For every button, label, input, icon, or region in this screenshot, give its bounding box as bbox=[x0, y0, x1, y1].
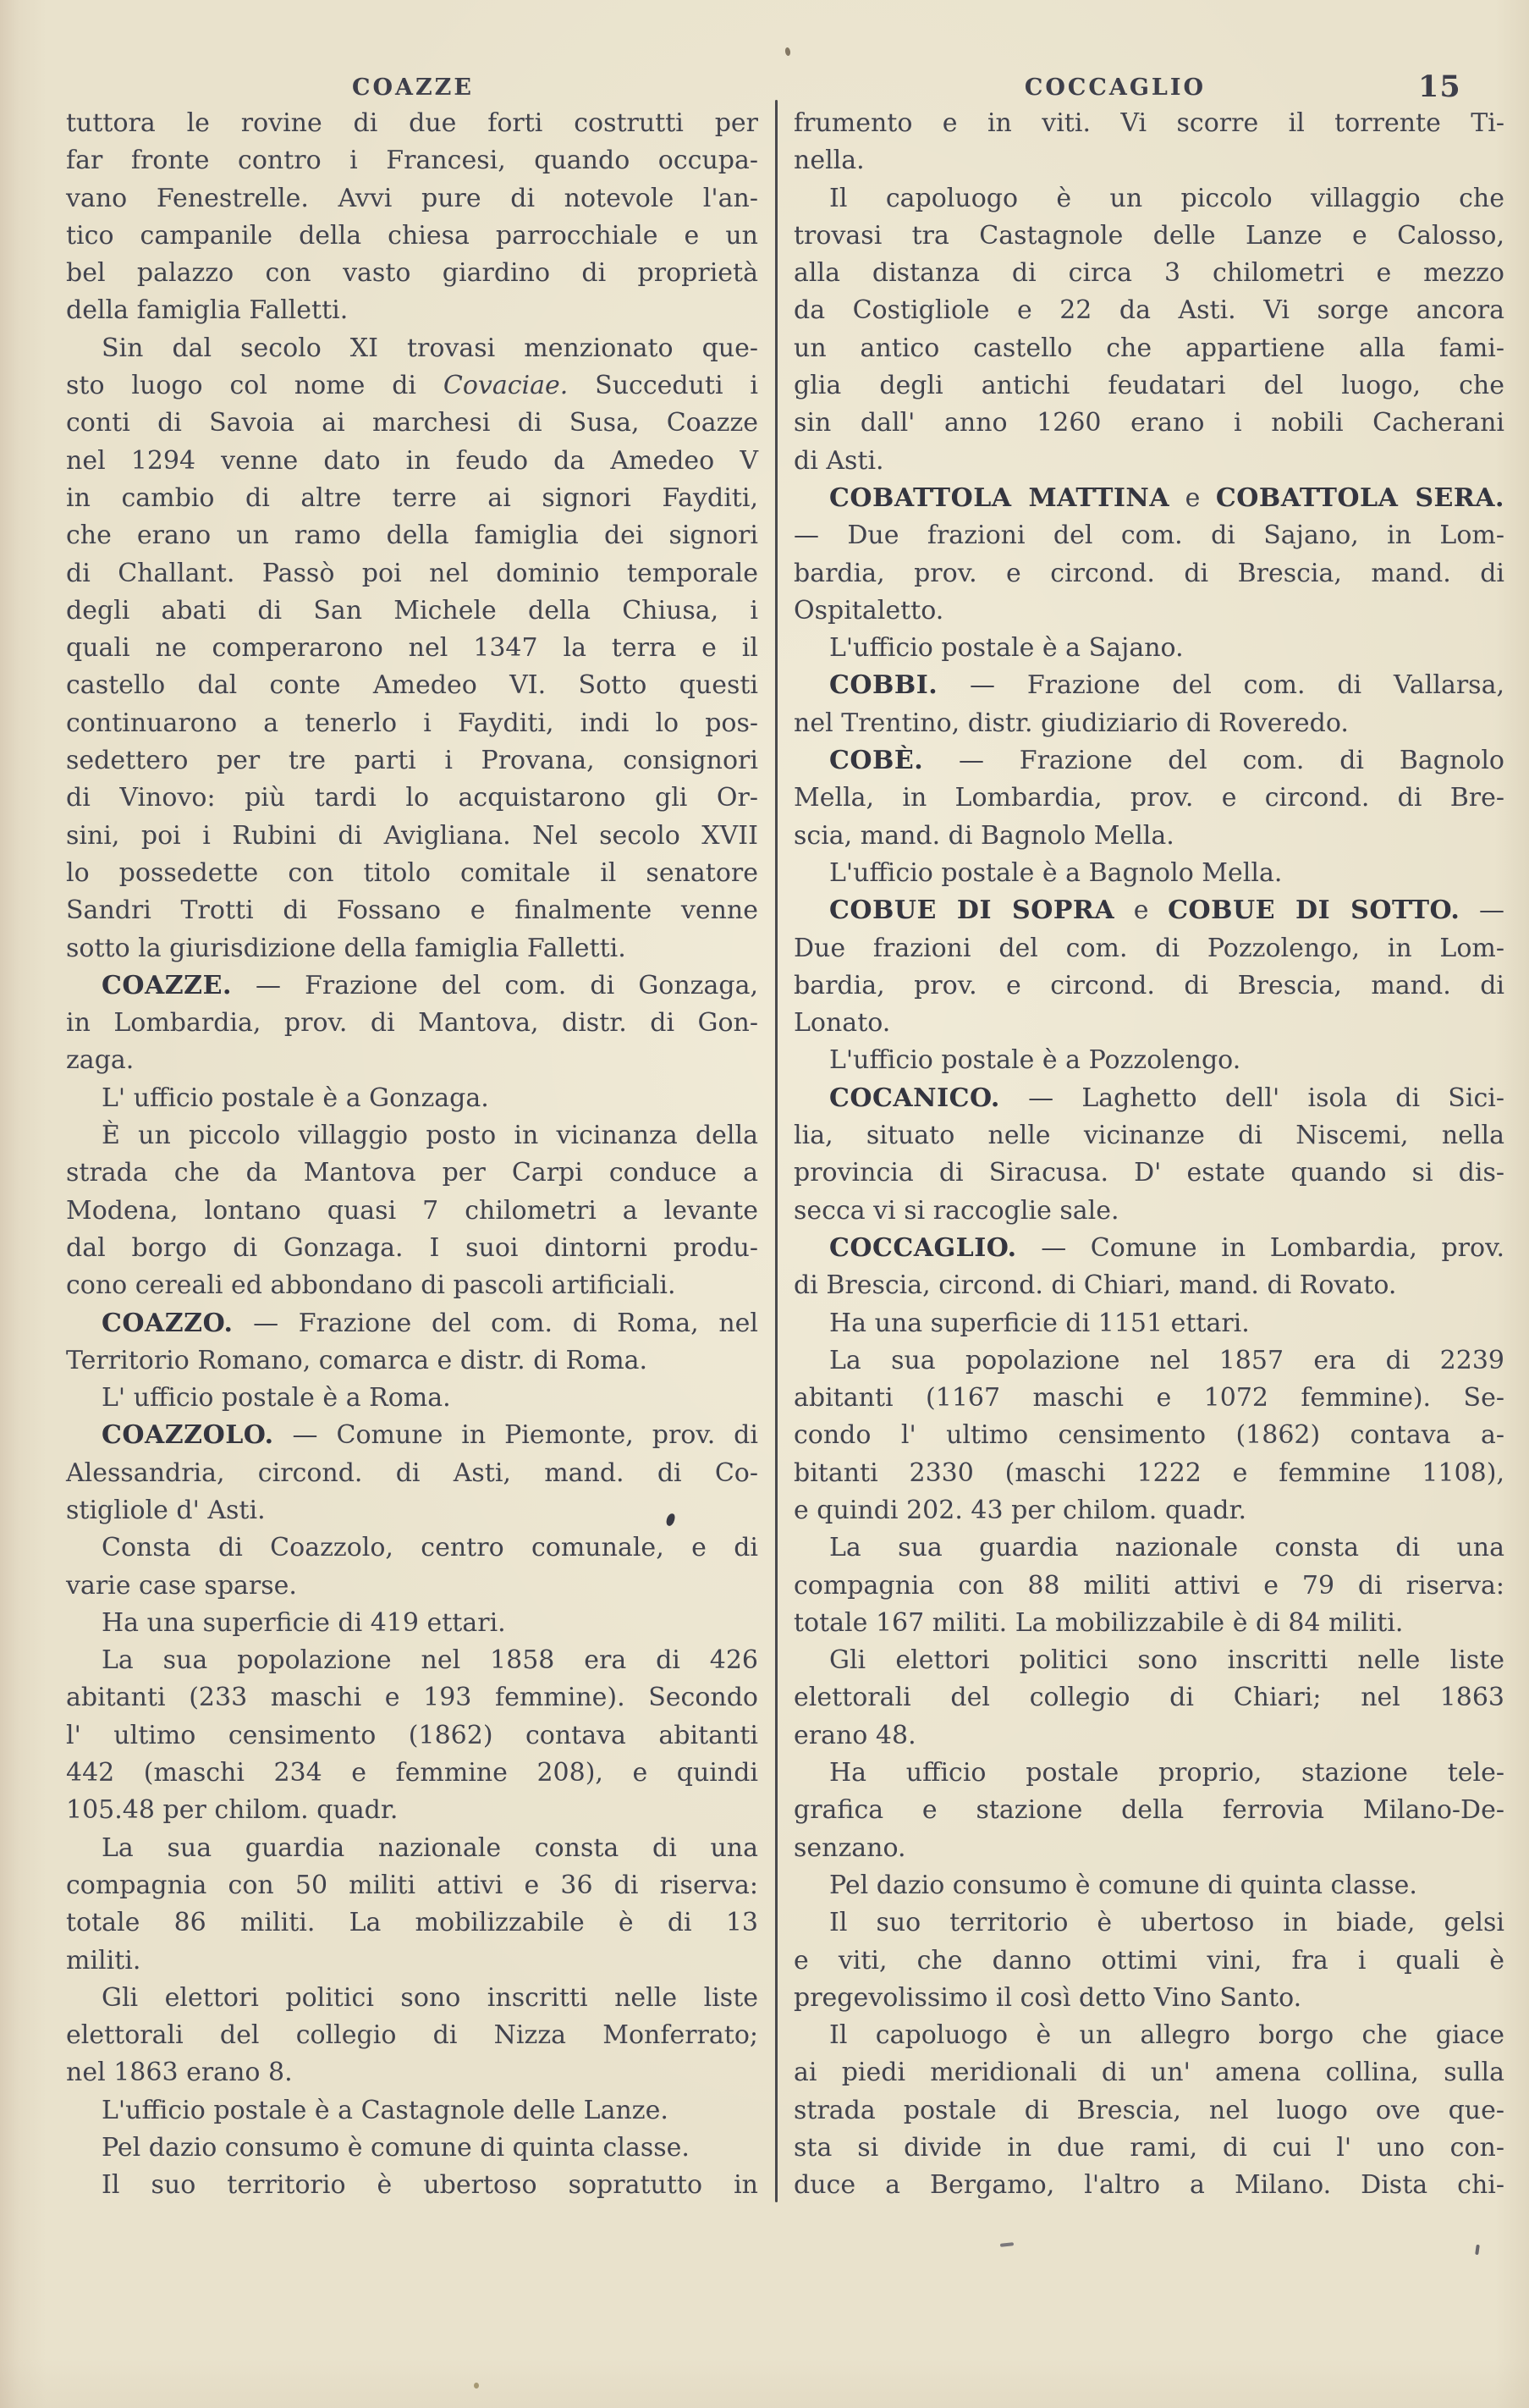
text-line: lia, situato nelle vicinanze di Niscemi, nella bbox=[794, 1121, 1504, 1151]
text-line: Alessandria, circond. di Asti, mand. di Co- bbox=[66, 1457, 758, 1488]
text-line: di Vinovo: più tardi lo acquistarono gli Or- bbox=[66, 783, 758, 813]
text-line: stigliole d' Asti. bbox=[66, 1495, 266, 1525]
text-line: frumento e in viti. Vi scorre il torrente Ti- bbox=[794, 108, 1504, 138]
text-line: vano Fenestrelle. Avvi pure di notevole l'an- bbox=[66, 183, 758, 213]
text-line: COBUE DI SOPRA e COBUE DI SOTTO. — bbox=[829, 895, 1504, 926]
text-line: un antico castello che appartiene alla fami- bbox=[794, 333, 1504, 363]
text-line: tico campanile della chiesa parrocchiale e un bbox=[66, 220, 758, 251]
text-line: 105.48 per chilom. quadr. bbox=[66, 1795, 399, 1826]
text-line: COBÈ. — Frazione del com. di Bagnolo bbox=[829, 746, 1504, 776]
text-line: secca vi si raccoglie sale. bbox=[794, 1195, 1119, 1226]
text-line: Il capoluogo è un piccolo villaggio che bbox=[829, 183, 1504, 213]
text-line: zaga. bbox=[66, 1045, 135, 1076]
text-line: Modena, lontano quasi 7 chilometri a levante bbox=[66, 1195, 758, 1226]
text-line: in Lombardia, prov. di Mantova, distr. di Gon- bbox=[66, 1008, 758, 1039]
text-line: Il capoluogo è un allegro borgo che giace bbox=[829, 2020, 1504, 2051]
text-line: È un piccolo villaggio posto in vicinanza della bbox=[102, 1121, 758, 1151]
text-line: nella. bbox=[794, 146, 865, 176]
text-line: COBATTOLA MATTINA e COBATTOLA SERA. bbox=[829, 482, 1504, 513]
text-line: di Asti. bbox=[794, 445, 884, 476]
text-line: e viti, che danno ottimi vini, fra i quali è bbox=[794, 1945, 1504, 1975]
text-line: — Due frazioni del com. di Sajano, in Lom- bbox=[794, 521, 1504, 551]
text-line: La sua guardia nazionale consta di una bbox=[102, 1832, 758, 1863]
text-line: scia, mand. di Bagnolo Mella. bbox=[794, 820, 1174, 851]
text-line: ai piedi meridionali di un' amena collina, sulla bbox=[794, 2058, 1504, 2088]
text-line: bardia, prov. e circond. di Brescia, mand. di bbox=[794, 558, 1504, 588]
text-line: Due frazioni del com. di Pozzolengo, in Lom- bbox=[794, 933, 1504, 963]
text-line: Pel dazio consumo è comune di quinta classe. bbox=[102, 2133, 690, 2163]
text-line: e quindi 202. 43 per chilom. quadr. bbox=[794, 1495, 1247, 1525]
text-line: duce a Bergamo, l'altro a Milano. Dista chi- bbox=[794, 2170, 1504, 2201]
text-line: glia degli antichi feudatari del luogo, che bbox=[794, 371, 1504, 401]
text-line: Consta di Coazzolo, centro comunale, e di bbox=[102, 1533, 758, 1563]
text-line: far fronte contro i Francesi, quando occupa- bbox=[66, 146, 758, 176]
text-line: sedettero per tre parti i Provana, consignori bbox=[66, 746, 758, 776]
text-line: pregevolissimo il così detto Vino Santo. bbox=[794, 1982, 1302, 2013]
text-line: abitanti (1167 maschi e 1072 femmine). Se- bbox=[794, 1383, 1504, 1413]
text-line: della famiglia Falletti. bbox=[66, 295, 349, 326]
text-line: L'ufficio postale è a Castagnole delle Lanze. bbox=[102, 2095, 668, 2125]
text-line: dal borgo di Gonzaga. I suoi dintorni produ- bbox=[66, 1232, 758, 1263]
text-line: sin dall' anno 1260 erano i nobili Cacherani bbox=[794, 408, 1504, 438]
text-line: compagnia con 88 militi attivi e 79 di riserva: bbox=[794, 1570, 1504, 1601]
text-line: Mella, in Lombardia, prov. e circond. di Bre- bbox=[794, 783, 1504, 813]
right-column bbox=[794, 105, 1504, 2205]
text-line: castello dal conte Amedeo VI. Sotto questi bbox=[66, 670, 758, 701]
text-line: 442 (maschi 234 e femmine 208), e quindi bbox=[66, 1758, 758, 1788]
column-divider-rule bbox=[775, 100, 778, 2202]
text-line: strada postale di Brescia, nel luogo ove que- bbox=[794, 2095, 1504, 2125]
text-line: L' ufficio postale è a Gonzaga. bbox=[102, 1083, 489, 1113]
text-line: nel Trentino, distr. giudiziario di Roveredo. bbox=[794, 708, 1349, 738]
text-line: totale 86 militi. La mobilizzabile è di 13 bbox=[66, 1908, 758, 1938]
text-line: L'ufficio postale è a Bagnolo Mella. bbox=[829, 857, 1283, 888]
text-line: compagnia con 50 militi attivi e 36 di riserva: bbox=[66, 1870, 758, 1900]
running-head-left: COAZZE bbox=[352, 74, 474, 101]
text-line: condo l' ultimo censimento (1862) contava a- bbox=[794, 1420, 1504, 1451]
text-line: quali ne comperarono nel 1347 la terra e il bbox=[66, 633, 758, 664]
text-line: lo possedette con titolo comitale il senatore bbox=[66, 857, 758, 888]
left-column bbox=[66, 105, 758, 2205]
text-line: bardia, prov. e circond. di Brescia, mand. di bbox=[794, 970, 1504, 1000]
text-line: provincia di Siracusa. D' estate quando si dis- bbox=[794, 1158, 1504, 1188]
text-line: totale 167 militi. La mobilizzabile è di 84 militi. bbox=[794, 1607, 1404, 1638]
text-line: COAZZE. — Frazione del com. di Gonzaga, bbox=[102, 970, 758, 1000]
text-line: sotto la giurisdizione della famiglia Falletti. bbox=[66, 933, 626, 963]
text-line: Ha ufficio postale proprio, stazione tele- bbox=[829, 1758, 1504, 1788]
text-line: bel palazzo con vasto giardino di proprietà bbox=[66, 258, 758, 289]
text-line: COCCAGLIO. — Comune in Lombardia, prov. bbox=[829, 1232, 1504, 1263]
text-line: Gli elettori politici sono inscritti nelle liste bbox=[102, 1982, 758, 2013]
text-line: strada che da Mantova per Carpi conduce a bbox=[66, 1158, 758, 1188]
text-line: nel 1863 erano 8. bbox=[66, 2058, 293, 2088]
text-line: nel 1294 venne dato in feudo da Amedeo V bbox=[66, 445, 758, 476]
text-line: elettorali del collegio di Chiari; nel 1863 bbox=[794, 1683, 1504, 1713]
text-line: conti di Savoia ai marchesi di Susa, Coazze bbox=[66, 408, 758, 438]
text-line: L'ufficio postale è a Pozzolengo. bbox=[829, 1045, 1241, 1076]
text-line: di Challant. Passò poi nel dominio temporale bbox=[66, 558, 758, 588]
text-line: La sua guardia nazionale consta di una bbox=[829, 1533, 1504, 1563]
text-line: L'ufficio postale è a Sajano. bbox=[829, 633, 1184, 664]
text-line: elettorali del collegio di Nizza Monferrato; bbox=[66, 2020, 758, 2051]
text-line: sta si divide in due rami, di cui l' uno con- bbox=[794, 2133, 1504, 2163]
text-line: degli abati di San Michele della Chiusa, i bbox=[66, 595, 758, 625]
text-line: Sandri Trotti di Fossano e finalmente venne bbox=[66, 895, 758, 926]
text-line: Ha una superficie di 1151 ettari. bbox=[829, 1308, 1250, 1338]
text-line: continuarono a tenerlo i Fayditi, indi lo pos- bbox=[66, 708, 758, 738]
text-line: senzano. bbox=[794, 1832, 906, 1863]
text-line: COAZZO. — Frazione del com. di Roma, nel bbox=[102, 1308, 758, 1338]
text-line: Ospitaletto. bbox=[794, 595, 944, 625]
text-line: trovasi tra Castagnole delle Lanze e Calosso, bbox=[794, 220, 1504, 251]
text-line: che erano un ramo della famiglia dei signori bbox=[66, 521, 758, 551]
text-line: COBBI. — Frazione del com. di Vallarsa, bbox=[829, 670, 1504, 701]
text-line: grafica e stazione della ferrovia Milano-De- bbox=[794, 1795, 1504, 1826]
text-line: bitanti 2330 (maschi 1222 e femmine 1108), bbox=[794, 1457, 1504, 1488]
text-line: L' ufficio postale è a Roma. bbox=[102, 1383, 451, 1413]
text-line: in cambio di altre terre ai signori Fayditi, bbox=[66, 482, 758, 513]
text-line: di Brescia, circond. di Chiari, mand. di Rovato. bbox=[794, 1270, 1397, 1301]
text-line: alla distanza di circa 3 chilometri e mezzo bbox=[794, 258, 1504, 289]
text-line: Territorio Romano, comarca e distr. di Roma. bbox=[66, 1345, 648, 1375]
page-number: 15 bbox=[1418, 69, 1461, 104]
text-line: l' ultimo censimento (1862) contava abitanti bbox=[66, 1720, 758, 1750]
text-line: COAZZOLO. — Comune in Piemonte, prov. di bbox=[102, 1420, 758, 1451]
text-line: da Costigliole e 22 da Asti. Vi sorge ancora bbox=[794, 295, 1504, 326]
text-line: Il suo territorio è ubertoso in biade, gelsi bbox=[829, 1908, 1504, 1938]
running-head-right: COCCAGLIO bbox=[1024, 74, 1207, 101]
text-line: La sua popolazione nel 1857 era di 2239 bbox=[829, 1345, 1504, 1375]
text-line: Gli elettori politici sono inscritti nelle liste bbox=[829, 1645, 1504, 1676]
text-line: militi. bbox=[66, 1945, 141, 1975]
text-line: Pel dazio consumo è comune di quinta classe. bbox=[829, 1870, 1417, 1900]
text-line: erano 48. bbox=[794, 1720, 916, 1750]
text-line: cono cereali ed abbondano di pascoli artificiali. bbox=[66, 1270, 676, 1301]
ink-speck bbox=[474, 2383, 479, 2389]
text-line: abitanti (233 maschi e 193 femmine). Secondo bbox=[66, 1683, 758, 1713]
text-line: Il suo territorio è ubertoso sopratutto in bbox=[102, 2170, 758, 2201]
text-line: La sua popolazione nel 1858 era di 426 bbox=[102, 1645, 758, 1676]
text-line: Sin dal secolo XI trovasi menzionato que- bbox=[102, 333, 758, 363]
text-line: COCANICO. — Laghetto dell' isola di Sici- bbox=[829, 1083, 1504, 1113]
text-line: Lonato. bbox=[794, 1008, 891, 1039]
text-line: tuttora le rovine di due forti costrutti per bbox=[66, 108, 758, 138]
text-line: Ha una superficie di 419 ettari. bbox=[102, 1607, 506, 1638]
text-line: sto luogo col nome di Covaciae. Succeduti i bbox=[66, 371, 759, 401]
text-line: varie case sparse. bbox=[66, 1570, 297, 1601]
text-line: sini, poi i Rubini di Avigliana. Nel secolo XVII bbox=[66, 820, 758, 851]
